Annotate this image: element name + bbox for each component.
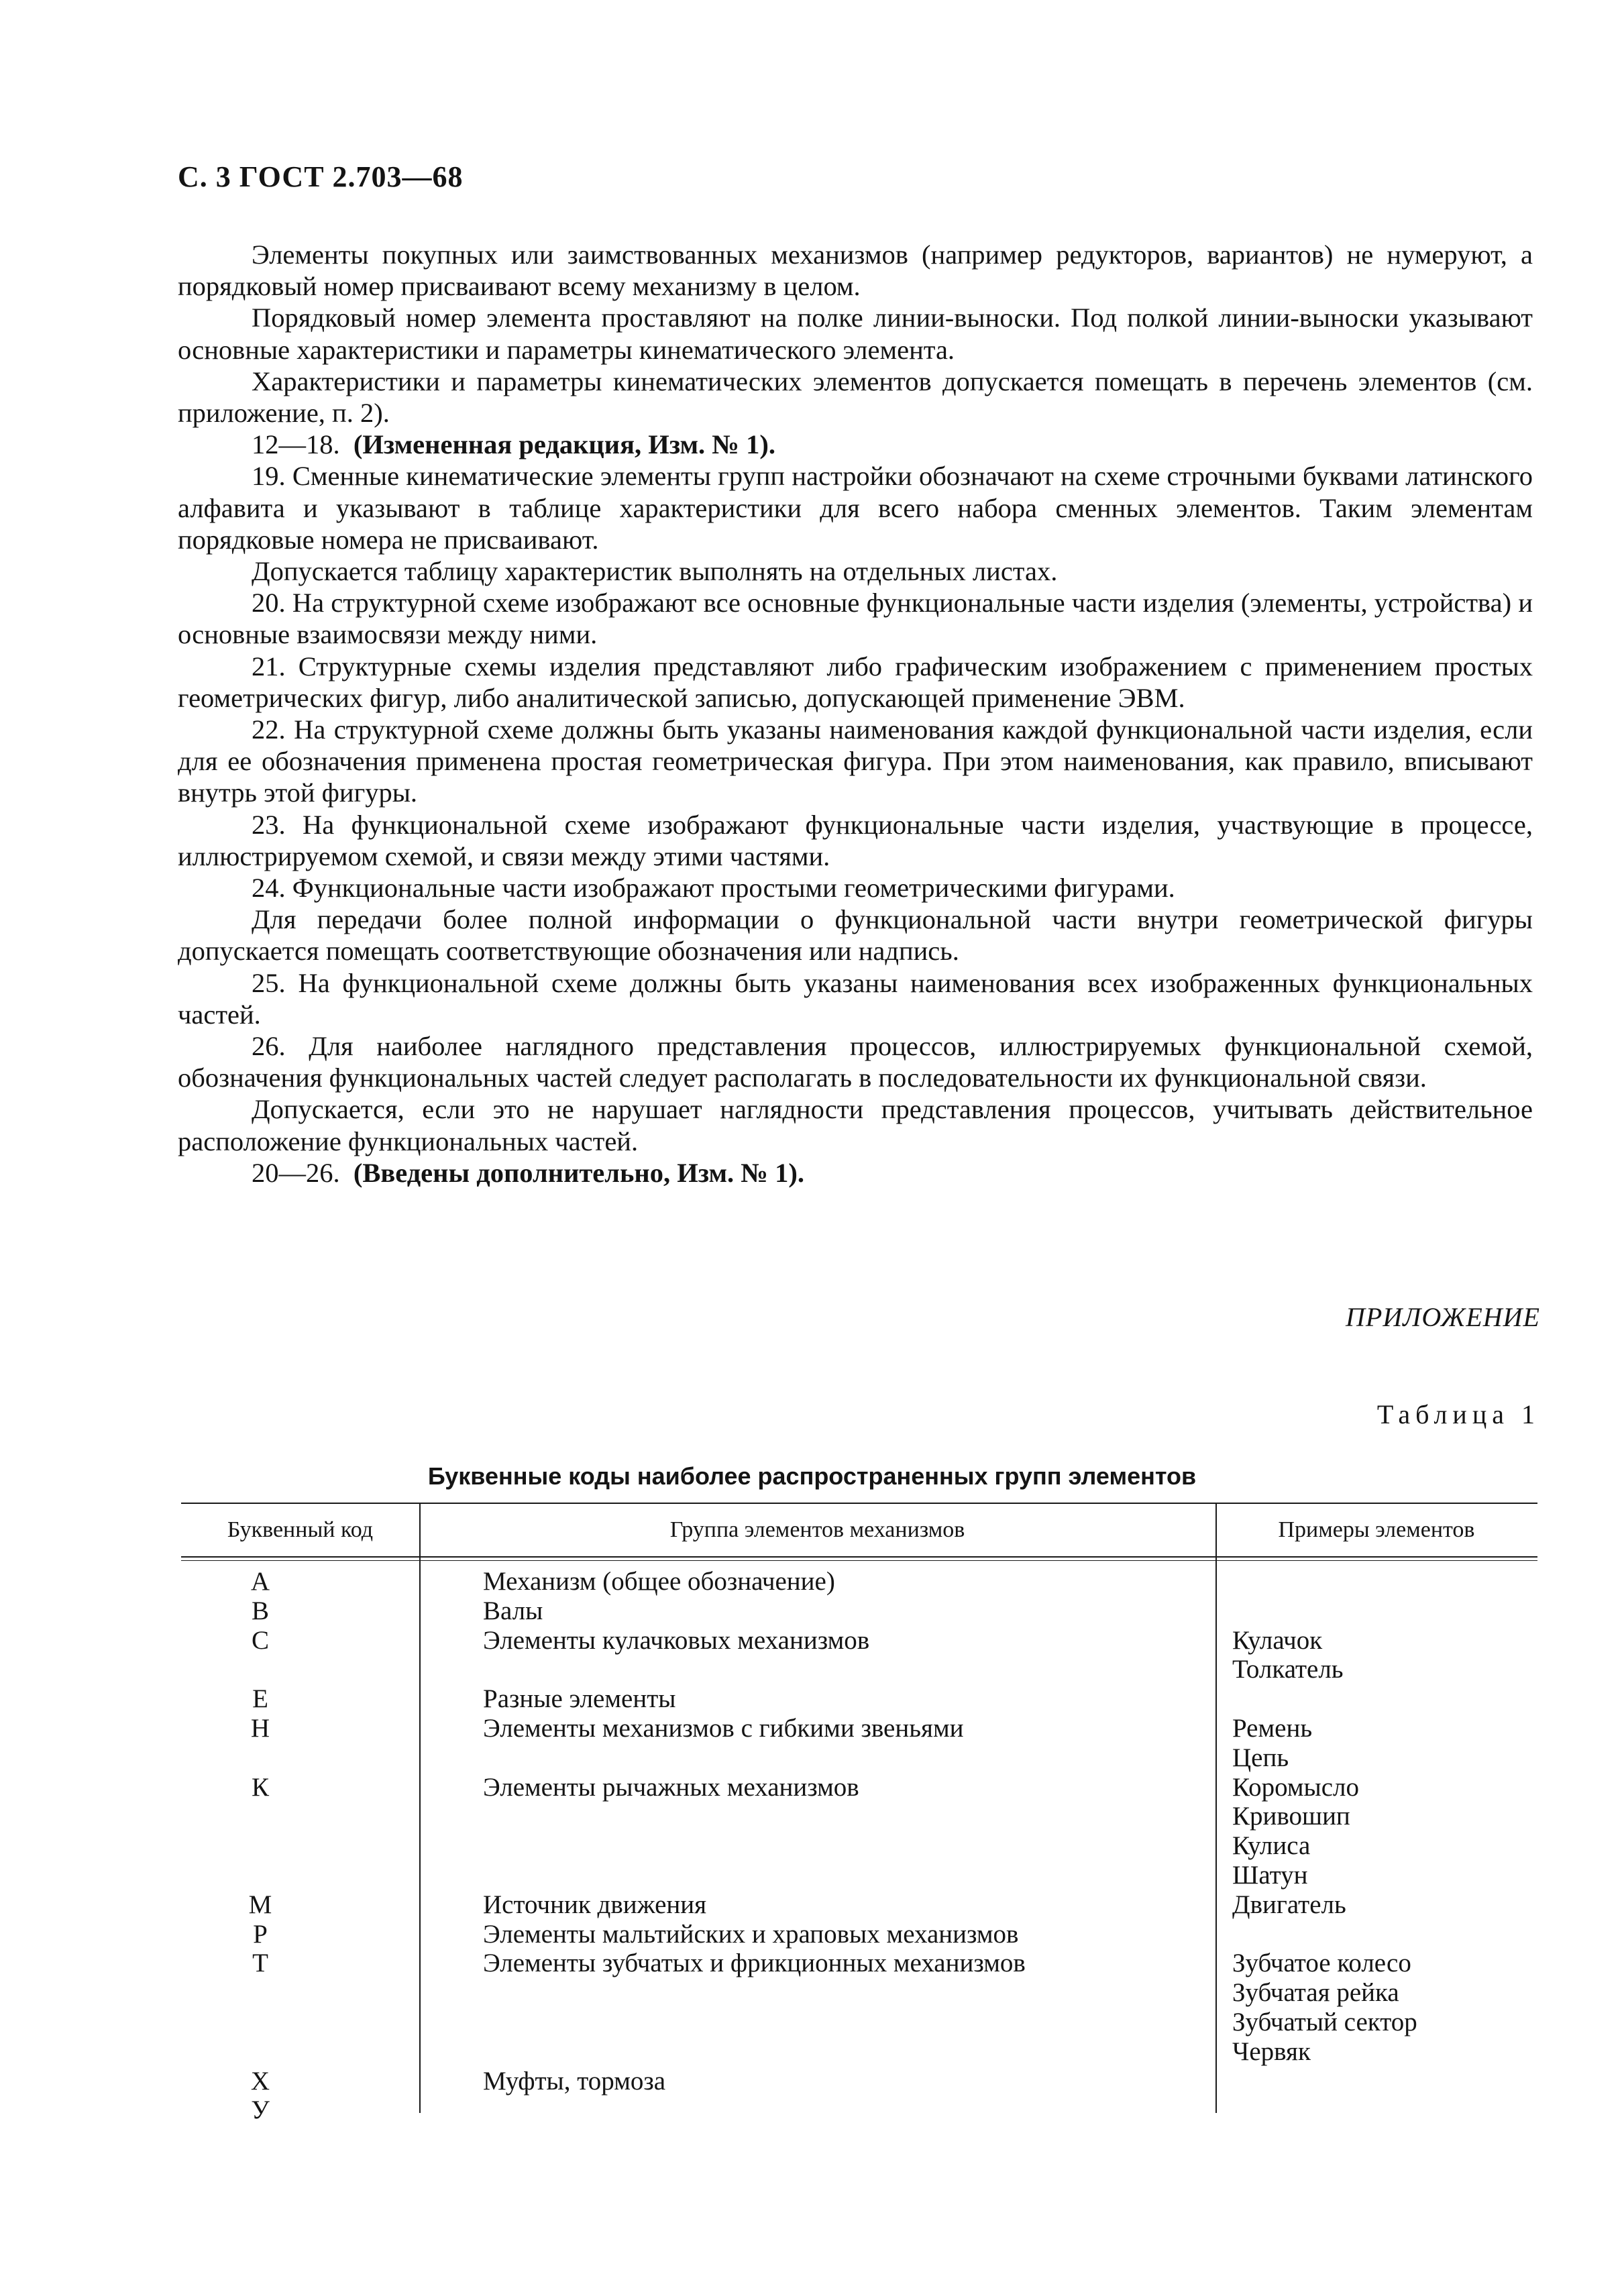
group-cell [419, 1684, 1215, 1714]
group-value: Элементы зубчатых и фрикционных механизмов [483, 1949, 1026, 1978]
example-item: Двигатель [1232, 1890, 1346, 1919]
example-item: Зубчатая рейка [1232, 1978, 1399, 2008]
example-item: Коромысло [1232, 1772, 1359, 1802]
group-value: Элементы рычажных механизмов [483, 1772, 859, 1802]
table-row [181, 1626, 1537, 1685]
examples-cell [1215, 1596, 1537, 1626]
example-item: Ремень [1232, 1713, 1313, 1743]
table-row [181, 1890, 1537, 1920]
paragraph: 21. Структурные схемы изделия представляют либо графическим изображением с применением простых геометрических фигур, либо аналитической записью, допускающей применение ЭВМ. [178, 651, 1533, 713]
paragraph: 26. Для наиболее наглядного представления процессов, иллюстрируемых функциональной схемой, обозначения функциональных частей следует располагать в последовательности их функциональной связи. [178, 1031, 1533, 1093]
group-cell [419, 2067, 1215, 2096]
table-label: Таблица 1 [1376, 1399, 1540, 1429]
table-row [181, 1596, 1537, 1626]
paragraph: Допускается таблицу характеристик выполнять на отдельных листах. [252, 556, 1058, 587]
paragraph: Характеристики и параметры кинематических элементов допускается помещать в перечень элементов (см. приложение, п. 2). [178, 366, 1533, 429]
examples-cell [1215, 2067, 1537, 2096]
code-value: Р [253, 1919, 268, 1949]
group-value: Валы [483, 1596, 543, 1625]
code-value: Х [250, 2066, 270, 2096]
paragraph-amendment [178, 1157, 1533, 1189]
example-item: Кривошип [1232, 1802, 1350, 1831]
paragraph: 22. На структурной схеме должны быть указаны наименования каждой функциональной части изделия, если для ее обозначения применена простая геометрическая фигура. При этом наименования, как правило, вписывают внутрь этой фигуры. [178, 714, 1533, 808]
group-value: Муфты, тормоза [483, 2066, 666, 2096]
examples-cell [1215, 1920, 1537, 1949]
examples-cell [1215, 1773, 1537, 1890]
code-cell [181, 1567, 419, 1596]
examples-cell [1215, 1567, 1537, 1596]
paragraph: 23. На функциональной схеме изображают функциональные части изделия, участвующие в процессе, иллюстрируемом схемой, и связи между этими частями. [178, 809, 1533, 871]
group-value: Элементы кулачковых механизмов [483, 1625, 870, 1655]
code-cell [181, 1684, 419, 1714]
page-header: С. 3 ГОСТ 2.703—68 [178, 160, 464, 193]
group-cell [419, 2096, 1215, 2125]
paragraph: Элементы покупных или заимствованных механизмов (например редукторов, вариантов) не нумеруют, а порядковый номер присваивают всему механизму в целом. [178, 239, 1533, 302]
code-cell [181, 1890, 419, 1920]
code-cell [181, 1949, 419, 2066]
code-value: К [251, 1772, 269, 1802]
table-top-rule [181, 1503, 1537, 1504]
code-value: М [248, 1890, 272, 1919]
column-header-code: Буквенный код [227, 1517, 374, 1542]
table-row [181, 2067, 1537, 2096]
examples-cell [1215, 1714, 1537, 1773]
table-row [181, 1684, 1537, 1714]
code-cell [181, 1773, 419, 1890]
code-cell [181, 2096, 419, 2125]
amendment-note: (Введены дополнительно, Изм. № 1). [353, 1157, 804, 1188]
code-value: Н [250, 1713, 270, 1743]
table-row [181, 1567, 1537, 1596]
group-cell [419, 1773, 1215, 1890]
group-value: Механизм (общее обозначение) [483, 1567, 835, 1596]
example-item: Толкатель [1232, 1655, 1344, 1684]
table-body [181, 1567, 1537, 2125]
letter-codes-table [181, 1503, 1537, 2125]
code-value: С [251, 1625, 269, 1655]
code-cell [181, 1596, 419, 1626]
group-value [483, 2096, 1215, 2125]
group-cell [419, 1596, 1215, 1626]
amendment-ref: 12—18. [252, 429, 340, 460]
code-cell [181, 1626, 419, 1685]
paragraph-amendment [178, 429, 1533, 460]
body-text [178, 239, 1533, 1189]
table-row [181, 1773, 1537, 1890]
column-header-examples: Примеры элементов [1278, 1517, 1475, 1542]
code-value: У [251, 2096, 270, 2125]
group-value: Элементы мальтийских и храповых механизмов [483, 1919, 1019, 1949]
examples-cell [1215, 1949, 1537, 2066]
paragraph: 20. На структурной схеме изображают все основные функциональные части изделия (элементы, устройства) и основные взаимосвязи между ними. [178, 588, 1533, 650]
paragraph: Для передачи более полной информации о функциональной части внутри геометрической фигуры допускается помещать соответствующие обозначения или надпись. [178, 904, 1533, 967]
group-value: Элементы механизмов с гибкими звеньями [483, 1713, 964, 1743]
example-item: Червяк [1232, 2036, 1311, 2066]
code-value: Т [252, 1949, 268, 1978]
example-item: Шатун [1232, 1860, 1308, 1890]
group-cell [419, 1949, 1215, 2066]
table-header-rule [181, 1556, 1537, 1558]
code-value: В [251, 1596, 269, 1625]
example-item: Кулиса [1232, 1831, 1311, 1861]
table-row [181, 1920, 1537, 1949]
column-header-group: Группа элементов механизмов [669, 1517, 965, 1542]
group-cell [419, 1567, 1215, 1596]
example-item: Цепь [1232, 1743, 1289, 1772]
table-row [181, 1714, 1537, 1773]
paragraph: 25. На функциональной схеме должны быть указаны наименования всех изображенных функциональных частей. [178, 967, 1533, 1030]
paragraph: 24. Функциональные части изображают простыми геометрическими фигурами. [252, 873, 1175, 904]
table-title: Буквенные коды наиболее распространенных групп элементов [427, 1462, 1197, 1490]
example-item: Кулачок [1232, 1625, 1323, 1655]
group-cell [419, 1626, 1215, 1685]
table-row [181, 1949, 1537, 2066]
paragraph: 19. Сменные кинематические элементы групп настройки обозначают на схеме строчными буквами латинского алфавита и указывают в таблице характеристики для всего набора сменных элементов. Таким элементам порядковые номера не присваивают. [178, 461, 1533, 555]
group-cell [419, 1890, 1215, 1920]
paragraph: Допускается, если это не нарушает наглядности представления процессов, учитывать действительное расположение функциональных частей. [178, 1094, 1533, 1156]
example-item: Зубчатый сектор [1232, 2007, 1417, 2036]
code-cell [181, 2067, 419, 2096]
appendix-label: ПРИЛОЖЕНИЕ [1346, 1302, 1540, 1332]
paragraph: Порядковый номер элемента проставляют на полке линии-выноски. Под полкой линии-выноски указывают основные характеристики и параметры кинематического элемента. [178, 303, 1533, 365]
code-cell [181, 1920, 419, 1949]
code-value: А [250, 1567, 270, 1596]
table-row [181, 2096, 1537, 2125]
examples-cell [1215, 1626, 1537, 1685]
group-cell [419, 1920, 1215, 1949]
group-value: Источник движения [483, 1890, 707, 1919]
examples-cell [1215, 2096, 1537, 2125]
amendment-note: (Измененная редакция, Изм. № 1). [353, 429, 775, 460]
examples-cell [1215, 1684, 1537, 1714]
table-header-rule-double [181, 1560, 1537, 1561]
group-cell [419, 1714, 1215, 1773]
examples-cell [1215, 1890, 1537, 1920]
example-item: Зубчатое колесо [1232, 1949, 1411, 1978]
code-cell [181, 1714, 419, 1773]
group-value: Разные элементы [483, 1684, 676, 1714]
code-value: Е [252, 1684, 268, 1714]
amendment-ref: 20—26. [252, 1157, 340, 1188]
